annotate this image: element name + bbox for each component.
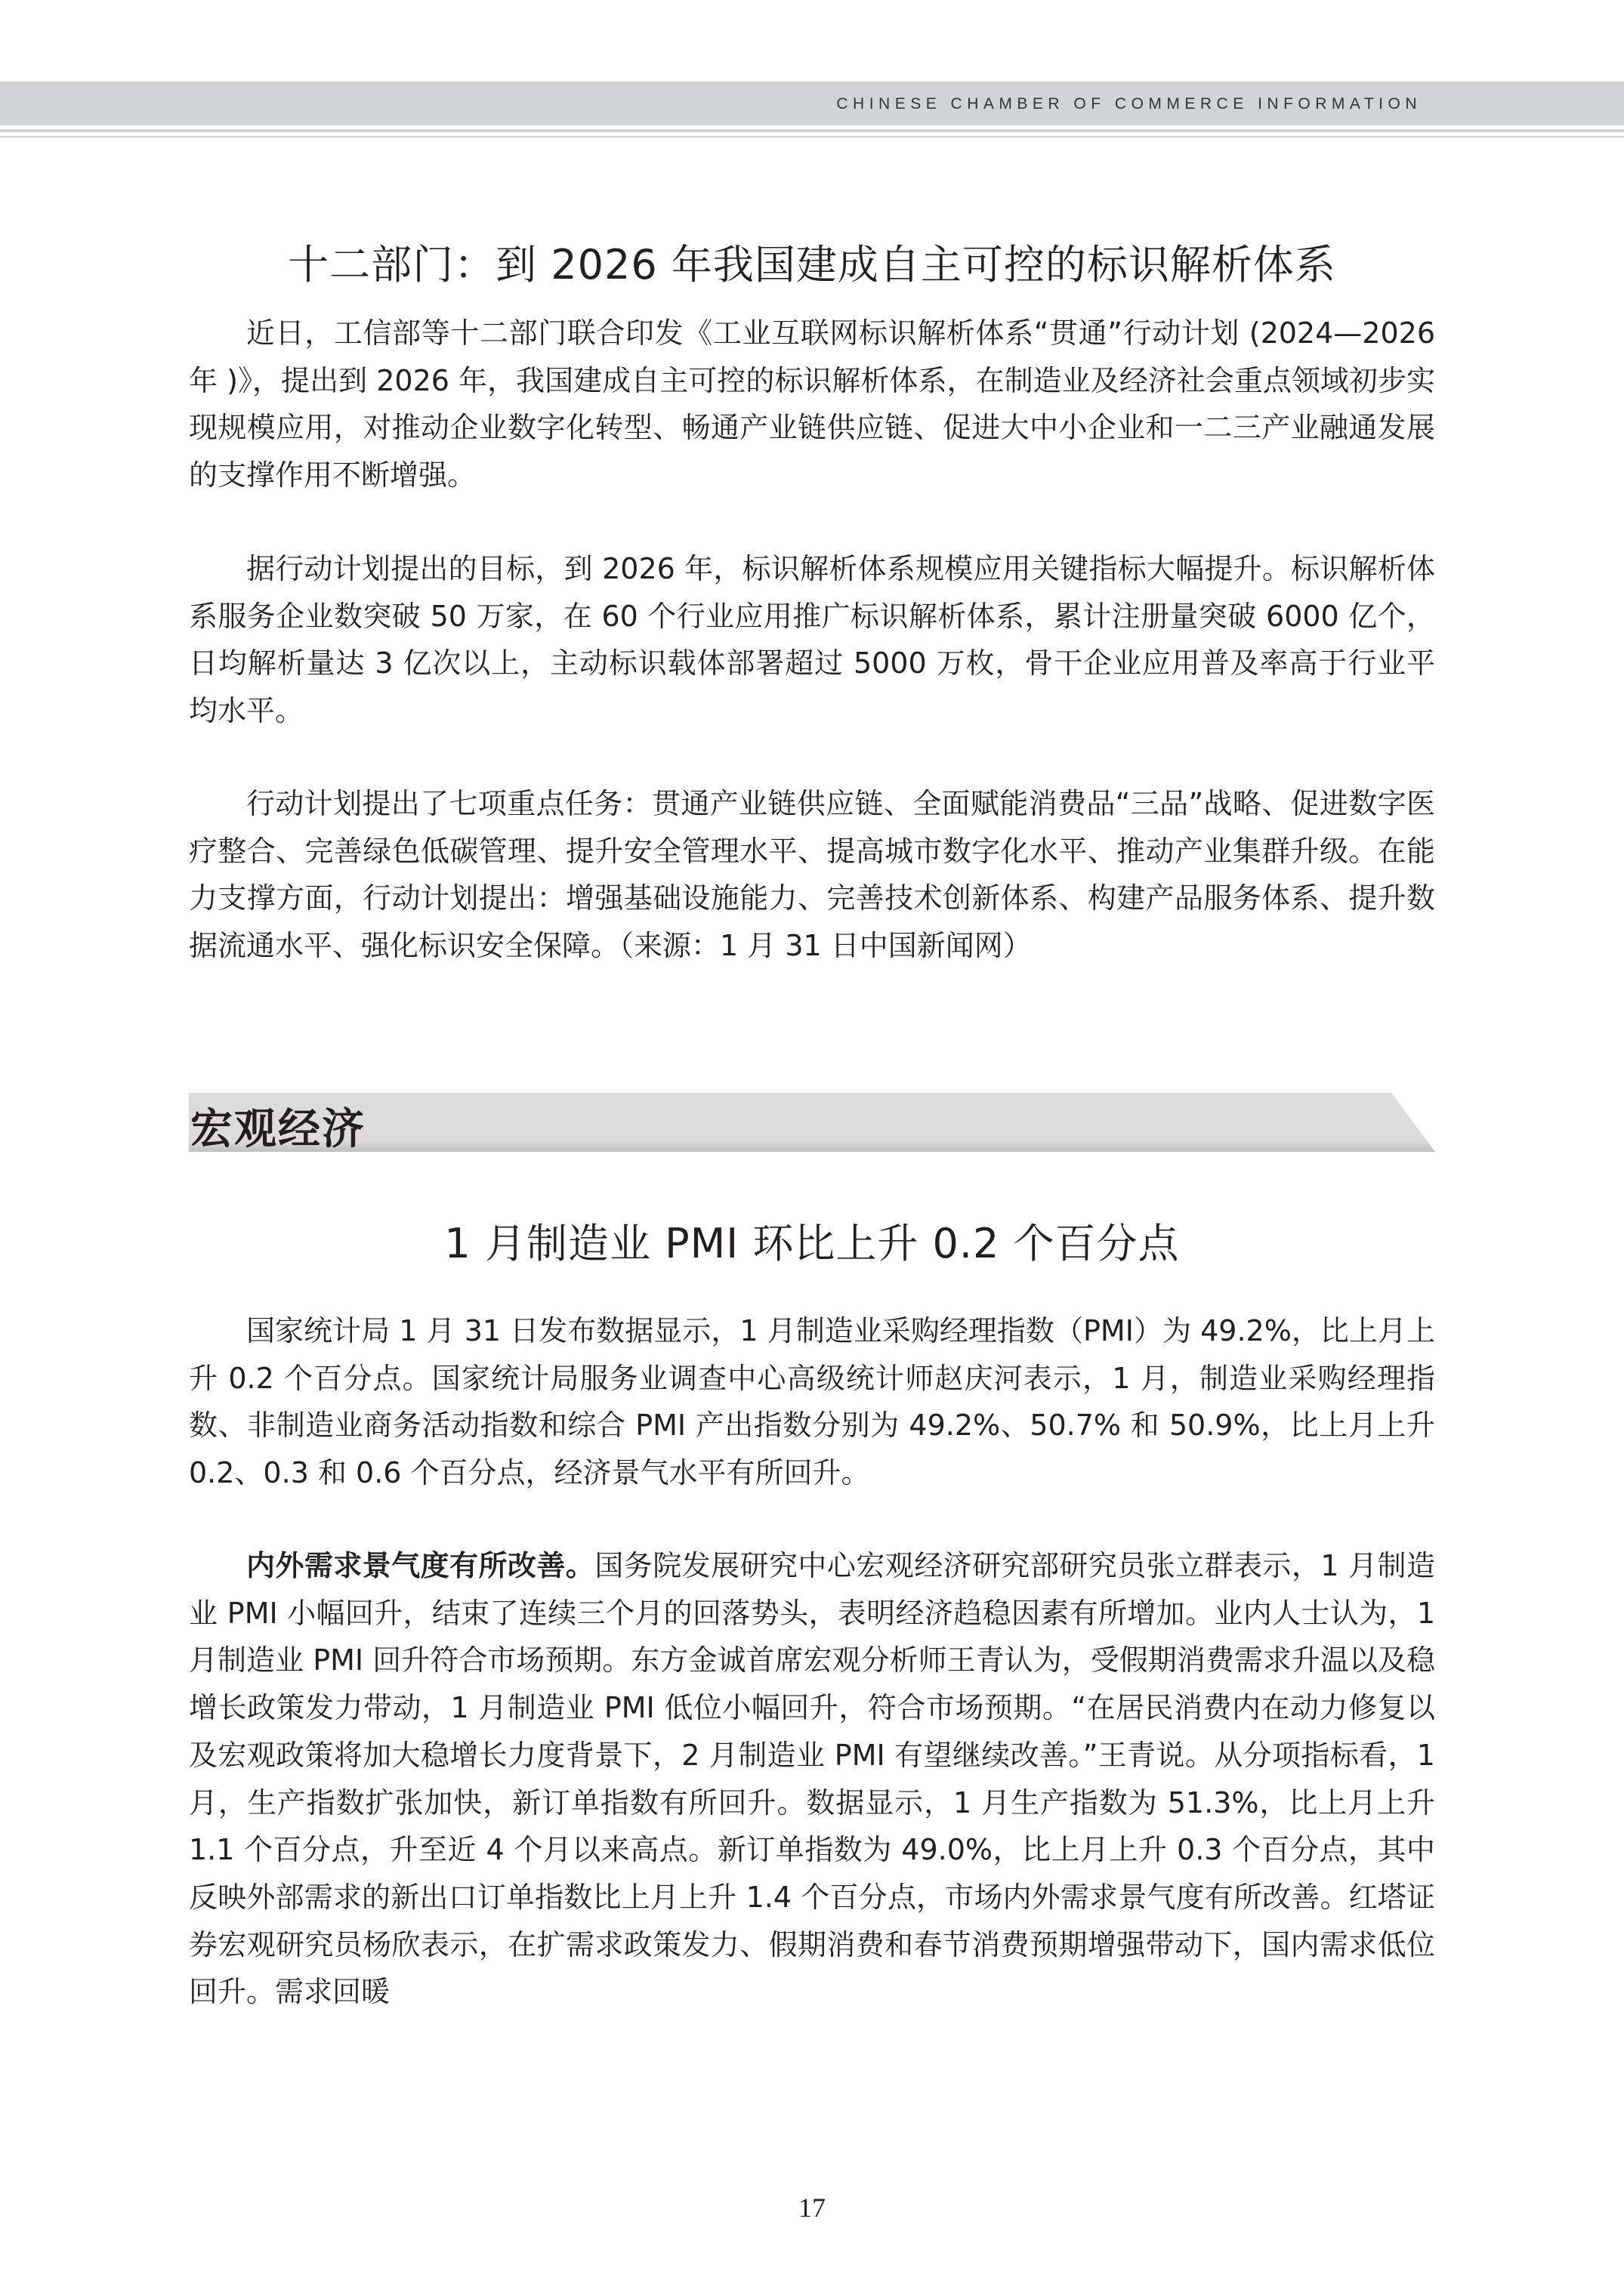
article-paragraph: 据行动计划提出的目标，到 2026 年，标识解析体系规模应用关键指标大幅提升。标识解析体系服务企业数突破 50 万家，在 60 个行业应用推广标识解析体系，累计注册量突破 6000 亿个，日均解析量达 3 亿次以上，主动标识载体部署超过 5000 万枚，骨干企业应用普及率高于行业平均水平。 xyxy=(189,552,1435,728)
paragraph-body: 国务院发展研究中心宏观经济研究部研究员张立群表示，1 月制造业 PMI 小幅回升，结束了连续三个月的回落势头，表明经济趋稳因素有所增加。业内人士认为，1 月制造业 PMI 回升符合市场预期。东方金诚首席宏观分析师王青认为，受假期消费需求升温以及稳增长政策发力带动，1 月制造业 PMI 低位小幅回升，符合市场预期。“在居民消费内在动力修复以及宏观政策将加大稳增长力度背景下，2 月制造业 PMI 有望继续改善。”王青说。从分项指标看，1 月，生产指数扩张加快，新订单指数有所回升。数据显示，1 月生产指数为 51.3%，比上月上升 1.1 个百分点，升至近 4 个月以来高点。新订单指数为 49.0%，比上月上升 0.3 个百分点，其中反映外部需求的新出口订单指数比上月上升 1.4 个百分点，市场内外需求景气度有所改善。红塔证券宏观研究员杨欣表示，在扩需求政策发力、假期消费和春节消费预期增强带动下，国内需求低位回升。需求回暖 xyxy=(189,1549,1435,2009)
paragraph-lead: 内外需求景气度有所改善。 xyxy=(246,1549,595,1582)
article-paragraph: 行动计划提出了七项重点任务：贯通产业链供应链、全面赋能消费品“三品”战略、促进数字医疗整合、完善绿色低碳管理、提升安全管理水平、提高城市数字化水平、推动产业集群升级。在能力支撑方面，行动计划提出：增强基础设施能力、完善技术创新体系、构建产品服务体系、提升数据流通水平、强化标识安全保障。（来源：1 月 31 日中国新闻网） xyxy=(189,787,1435,963)
article-title: 1 月制造业 PMI 环比上升 0.2 个百分点 xyxy=(444,1220,1180,1267)
article-paragraph: 近日，工信部等十二部门联合印发《工业互联网标识解析体系“贯通”行动计划 (2024—2026 年 )》，提出到 2026 年，我国建成自主可控的标识解析体系，在制造业及经济社会重点领域初步实现规模应用，对推动企业数字化转型、畅通产业链供应链、促进大中小企业和一二三产业融通发展的支撑作用不断增强。 xyxy=(189,316,1435,492)
section-title: 宏观经济 xyxy=(190,1104,366,1154)
section-header-bar xyxy=(189,1093,1435,1152)
header-rule xyxy=(0,129,1624,132)
article-paragraph xyxy=(189,1542,1435,2016)
article-paragraph: 国家统计局 1 月 31 日发布数据显示，1 月制造业采购经理指数（PMI）为 49.2%，比上月上升 0.2 个百分点。国家统计局服务业调查中心高级统计师赵庆河表示，1 月，制造业采购经理指数、非制造业商务活动指数和综合 PMI 产出指数分别为 49.2%、50.7% 和 50.9%，比上月上升 0.2、0.3 和 0.6 个百分点，经济景气水平有所回升。 xyxy=(189,1314,1435,1490)
publication-name: CHINESE CHAMBER OF COMMERCE INFORMATION xyxy=(836,95,1422,113)
page-number: 17 xyxy=(798,2193,826,2223)
article-title: 十二部门：到 2026 年我国建成自主可控的标识解析体系 xyxy=(288,241,1336,289)
header-rule-thin xyxy=(0,136,1624,137)
